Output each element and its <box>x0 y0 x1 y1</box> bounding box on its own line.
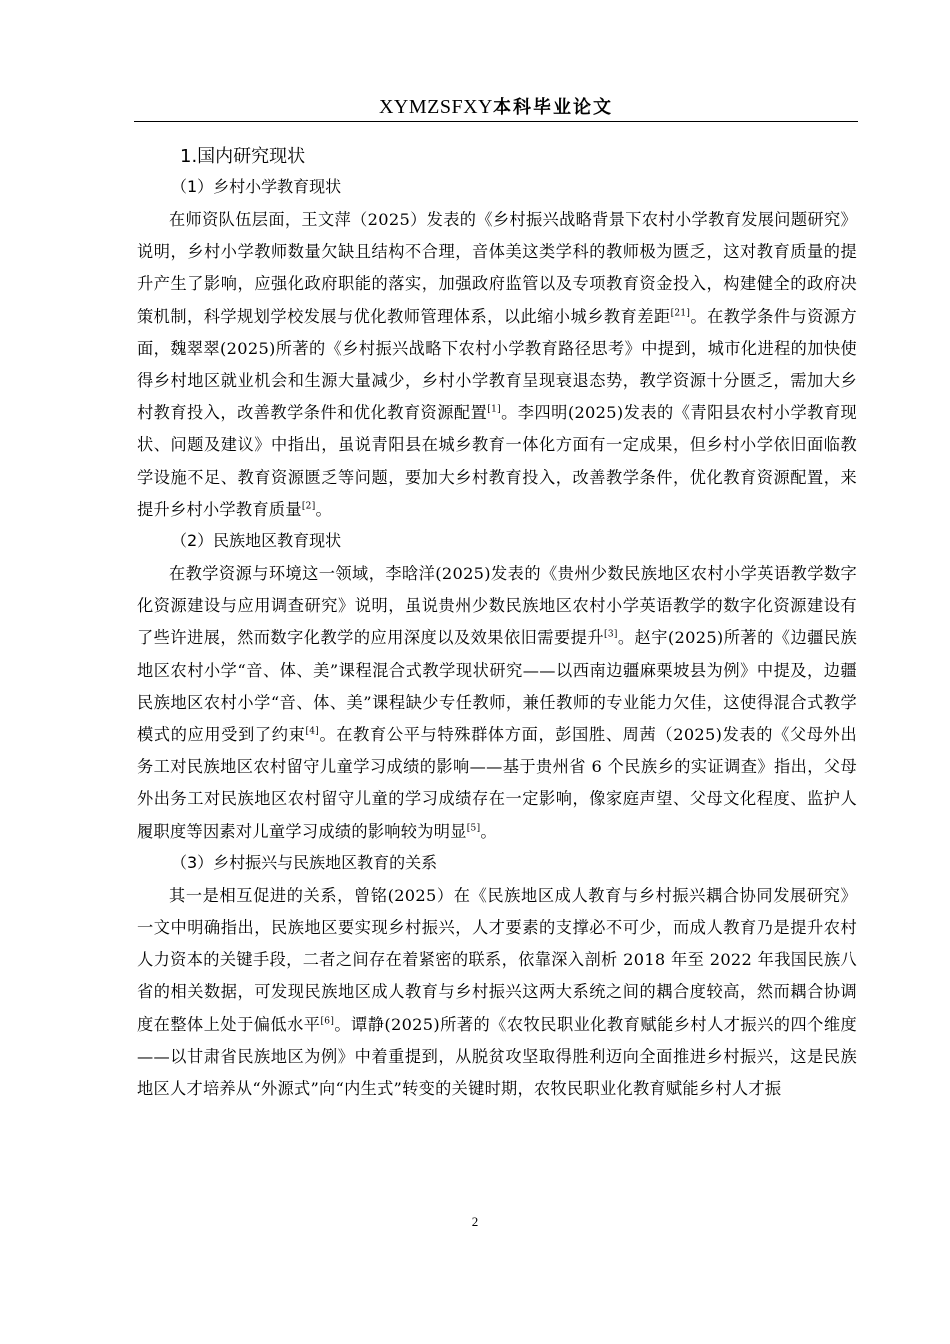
header-chinese-text: 本科毕业论文 <box>493 97 614 118</box>
paragraph-3 <box>137 880 857 1105</box>
text-run: 。在教学条件与资源方面，魏翠翠(2025)所著的《乡村振兴战略下农村小学教育路径思考》中提到，城市化进程的加快使得乡村地区就业机会和生源大量减少，乡村小学教育呈现衰退态势，教学资源十分匮乏，需加大乡村教育投入，改善教学条件和优化教育资源配置 <box>137 306 857 423</box>
page-number: 2 <box>471 1214 479 1229</box>
text-run: 。在教育公平与特殊群体方面，彭国胜、周茜（2025)发表的《父母外出务工对民族地区农村留守儿童学习成绩的影响——基于贵州省 6 个民族乡的实证调查》指出，父母外出务工对民族地区农村留守儿童的学习成绩存在一定影响，像家庭声望、父母文化程度、监护人履职度等因素对儿童学习成绩的影响较为明显 <box>137 725 857 841</box>
citation: [21] <box>670 308 691 319</box>
citation: [1] <box>487 404 501 415</box>
citation: [6] <box>320 1016 335 1027</box>
citation: [5] <box>466 823 481 834</box>
body-content <box>137 142 857 1105</box>
text-run: 。 <box>315 499 333 519</box>
citation: [3] <box>604 630 618 641</box>
text-run: 。谭静(2025)所著的《农牧民职业化教育赋能乡村人才振兴的四个维度——以甘肃省民族地区为例》中着重提到，从脱贫攻坚取得胜利迈向全面推进乡村振兴，这是民族地区人才培养从“外源式”向“内生式”转变的关键时期，农牧民职业化教育赋能乡村人才振 <box>137 1014 857 1099</box>
section-title: 1.国内研究现状 <box>180 146 306 167</box>
page-header <box>134 94 858 120</box>
subsection-title-1: （1）乡村小学教育现状 <box>171 177 342 196</box>
text-run: 在教学资源与环境这一领域，李晗洋(2025)发表的《贵州少数民族地区农村小学英语教学数字化资源建设与应用调查研究》说明，虽说贵州少数民族地区农村小学英语教学的数字化资源建设有了些许进展，然而数字化教学的应用深度以及效果依旧需要提升 <box>137 564 857 648</box>
header-rule <box>134 121 858 122</box>
subsection-title-3: （3）乡村振兴与民族地区教育的关系 <box>171 852 438 872</box>
text-run: 其一是相互促进的关系，曾铭(2025）在《民族地区成人教育与乡村振兴耦合协同发展研究》一文中明确指出，民族地区要实现乡村振兴，人才要素的支撑必不可少，而成人教育乃是提升农村人力资本的关键手段，二者之间存在着紧密的联系，依靠深入剖析 2018 年至 2022 年我国民族八省的相关数据，可发现民族地区成人教育与乡村振兴这两大系统之间的耦合度较高，然而耦合协调度在整体上处于偏低水平 <box>137 885 857 1034</box>
subsection-title-2: （2）民族地区教育现状 <box>171 531 342 551</box>
header-latin-text: XYMZSFXY <box>378 96 494 118</box>
citation: [4] <box>305 726 320 737</box>
citation: [2] <box>301 501 316 512</box>
paragraph-1 <box>137 204 857 526</box>
text-run: 。李四明(2025)发表的《青阳县农村小学教育现状、问题及建议》中指出，虽说青阳县在城乡教育一体化方面有一定成果，但乡村小学依旧面临教学设施不足、教育资源匮乏等问题，要加大乡村教育投入，改善教学条件，优化教育资源配置，来提升乡村小学教育质量 <box>137 403 857 519</box>
text-run: 。赵宇(2025)所著的《边疆民族地区农村小学“音、体、美”课程混合式教学现状研究——以西南边疆麻栗坡县为例》中提及，边疆民族地区农村小学“音、体、美”课程缺少专任教师，兼任教师的专业能力欠佳，这使得混合式教学模式的应用受到了约束 <box>137 628 857 745</box>
text-run: 在师资队伍层面，王文萍（2025）发表的《乡村振兴战略背景下农村小学教育发展问题研究》说明，乡村小学教师数量欠缺且结构不合理，音体美这类学科的教师极为匮乏，这对教育质量的提升产生了影响，应强化政府职能的落实，加强政府监管以及专项教育资金投入，构建健全的政府决策机制，科学规划学校发展与优化教师管理体系，以此缩小城乡教育差距 <box>137 210 857 326</box>
text-run: 。 <box>480 821 497 841</box>
paragraph-2 <box>137 558 857 848</box>
